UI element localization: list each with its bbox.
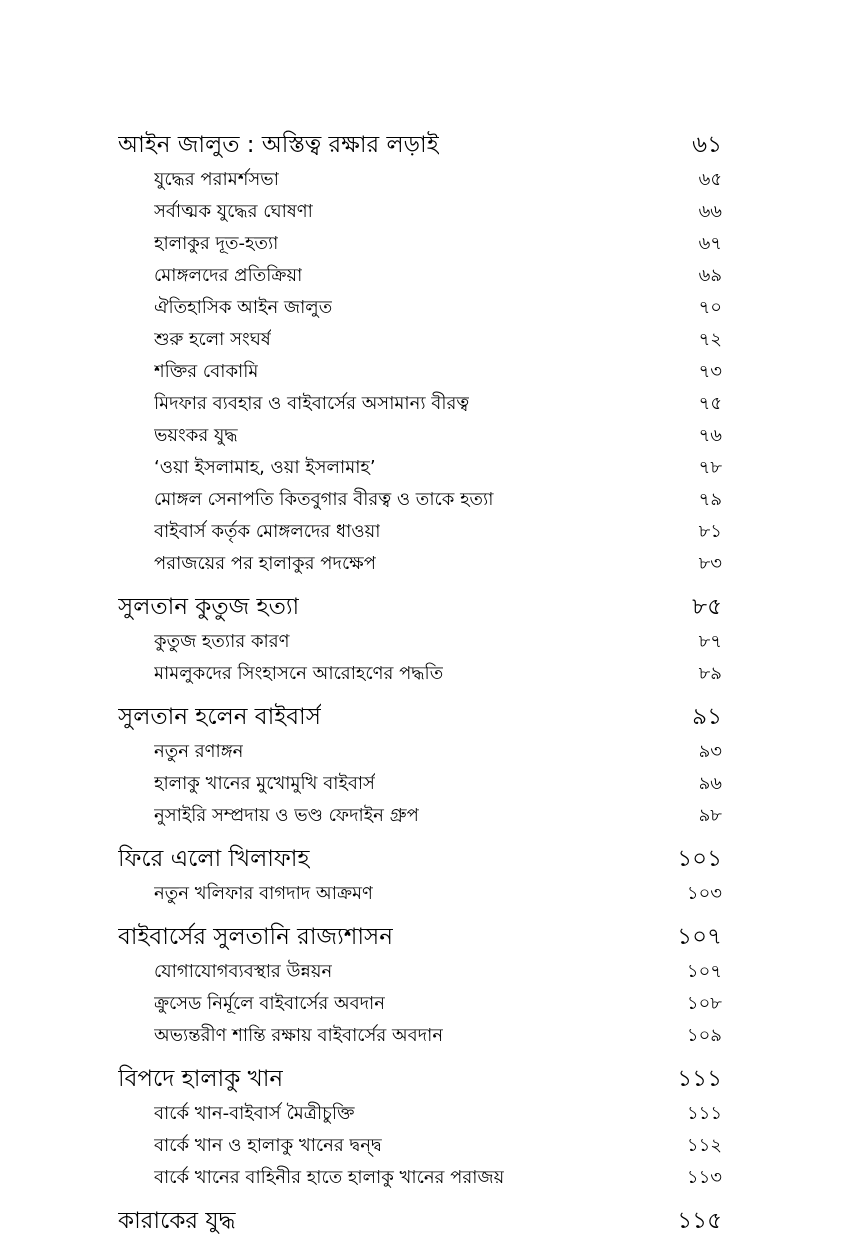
subsection-entry [118,324,722,356]
subsection-title: অভ্যন্তরীণ শান্তি রক্ষায় বাইবার্সের অবদান [154,1025,444,1046]
subsection-entry [118,1130,722,1162]
subsection-title: মামলুকদের সিংহাসনে আরোহণের পদ্ধতি [154,663,444,684]
subsection-entry [118,388,722,420]
subsection-page-number: ৭৬ [698,425,722,446]
subsection-page-number: ৯৩ [698,741,722,762]
subsection-title: বাইবার্স কর্তৃক মোঙ্গলদের ধাওয়া [154,521,381,542]
subsection-entry [118,878,722,910]
subsection-page-number: ৭৩ [698,361,722,382]
subsection-page-number: ১০৯ [686,1025,722,1046]
subsection-page-number: ৯৬ [698,773,722,794]
toc-section [118,1202,722,1240]
subsection-title: সর্বাত্মক যুদ্ধের ঘোষণা [154,201,313,222]
subsection-page-number: ৮১ [698,521,722,542]
subsection-page-number: ৬৭ [698,233,722,254]
subsection-page-number: ৭৫ [698,393,722,414]
chapter-title: আইন জালুত : অস্তিত্ব রক্ষার লড়াই [118,132,439,158]
subsection-entry [118,736,722,768]
subsection-entry [118,768,722,800]
subsection-title: ঐতিহাসিক আইন জালুত [154,297,333,318]
subsection-page-number: ৬৬ [698,201,722,222]
subsection-title: পরাজয়ের পর হালাকুর পদক্ষেপ [154,553,376,574]
chapter-page-number: ১০৭ [677,924,722,950]
chapter-page-number: ৬১ [692,132,722,158]
chapter-page-number: ৮৫ [692,594,722,620]
subsection-title: ক্রুসেড নির্মূলে বাইবার্সের অবদান [154,993,386,1014]
subsection-title: মিদফার ব্যবহার ও বাইবার্সের অসামান্য বীরত্ব [154,393,470,414]
subsection-title: শুরু হলো সংঘর্ষ [154,329,271,350]
subsection-entry [118,164,722,196]
chapter-page-number: ১০১ [677,846,722,872]
chapter-entry [118,126,722,164]
subsection-entry [118,626,722,658]
subsection-entry [118,228,722,260]
toc-section [118,698,722,832]
toc-section [118,126,722,580]
subsection-entry [118,1098,722,1130]
chapter-entry [118,588,722,626]
subsection-title: নতুন খলিফার বাগদাদ আক্রমণ [154,883,373,904]
subsection-entry [118,484,722,516]
chapter-entry [118,840,722,878]
chapter-title: বাইবার্সের সুলতানি রাজ্যশাসন [118,924,393,950]
toc-section [118,1060,722,1194]
subsection-title: ‘ওয়া ইসলামাহ, ওয়া ইসলামাহ’ [154,457,376,478]
chapter-entry [118,918,722,956]
subsection-title: মোঙ্গল সেনাপতি কিতবুগার বীরত্ব ও তাকে হত্যা [154,489,494,510]
chapter-title: সুলতান হলেন বাইবার্স [118,704,321,730]
subsection-entry [118,800,722,832]
chapter-entry [118,698,722,736]
chapter-title: সুলতান কুতুজ হত্যা [118,594,300,620]
subsection-title: কুতুজ হত্যার কারণ [154,631,290,652]
subsection-entry [118,988,722,1020]
chapter-title: কারাকের যুদ্ধ [118,1208,236,1234]
subsection-title: বার্কে খানের বাহিনীর হাতে হালাকু খানের পরাজয় [154,1167,505,1188]
subsection-title: নতুন রণাঙ্গন [154,741,244,762]
toc-section [118,918,722,1052]
subsection-page-number: ৮৭ [698,631,722,652]
subsection-entry [118,1020,722,1052]
subsection-page-number: ৭২ [698,329,722,350]
subsection-title: ভয়ংকর যুদ্ধ [154,425,238,446]
chapter-entry [118,1202,722,1240]
subsection-page-number: ৯৮ [698,805,722,826]
subsection-title: যুদ্ধের পরামর্শসভা [154,169,279,190]
subsection-entry [118,292,722,324]
chapter-entry [118,1060,722,1098]
subsection-entry [118,516,722,548]
subsection-page-number: ৮৯ [698,663,722,684]
subsection-page-number: ৮৩ [698,553,722,574]
subsection-page-number: ১১১ [686,1103,722,1124]
subsection-entry [118,658,722,690]
chapter-page-number: ১১১ [677,1066,722,1092]
subsection-page-number: ১১২ [686,1135,722,1156]
subsection-entry [118,420,722,452]
subsection-title: হালাকু খানের মুখোমুখি বাইবার্স [154,773,375,794]
subsection-page-number: ৬৫ [698,169,722,190]
toc-section [118,588,722,690]
subsection-entry [118,260,722,292]
subsection-title: শক্তির বোকামি [154,361,259,382]
subsection-entry [118,548,722,580]
chapter-page-number: ১১৫ [677,1208,722,1234]
subsection-page-number: ৭০ [698,297,722,318]
chapter-page-number: ৯১ [692,704,722,730]
subsection-page-number: ১১৩ [686,1167,722,1188]
subsection-title: নুসাইরি সম্প্রদায় ও ভণ্ড ফেদাইন গ্রুপ [154,805,419,826]
subsection-title: বার্কে খান ও হালাকু খানের দ্বন্দ্ব [154,1135,382,1156]
subsection-entry [118,1162,722,1194]
subsection-entry [118,196,722,228]
subsection-entry [118,356,722,388]
table-of-contents [118,126,722,1248]
subsection-entry [118,452,722,484]
chapter-title: বিপদে হালাকু খান [118,1066,284,1092]
subsection-title: মোঙ্গলদের প্রতিক্রিয়া [154,265,303,286]
subsection-title: যোগাযোগব্যবস্থার উন্নয়ন [154,961,333,982]
chapter-title: ফিরে এলো খিলাফাহ [118,846,310,872]
subsection-title: বার্কে খান-বাইবার্স মৈত্রীচুক্তি [154,1103,355,1124]
subsection-page-number: ৬৯ [698,265,722,286]
toc-section [118,840,722,910]
subsection-page-number: ৭৮ [698,457,722,478]
subsection-page-number: ১০৩ [686,883,722,904]
subsection-page-number: ১০৮ [686,993,722,1014]
subsection-page-number: ১০৭ [686,961,722,982]
subsection-title: হালাকুর দূত-হত্যা [154,233,279,254]
subsection-page-number: ৭৯ [698,489,722,510]
subsection-entry [118,956,722,988]
